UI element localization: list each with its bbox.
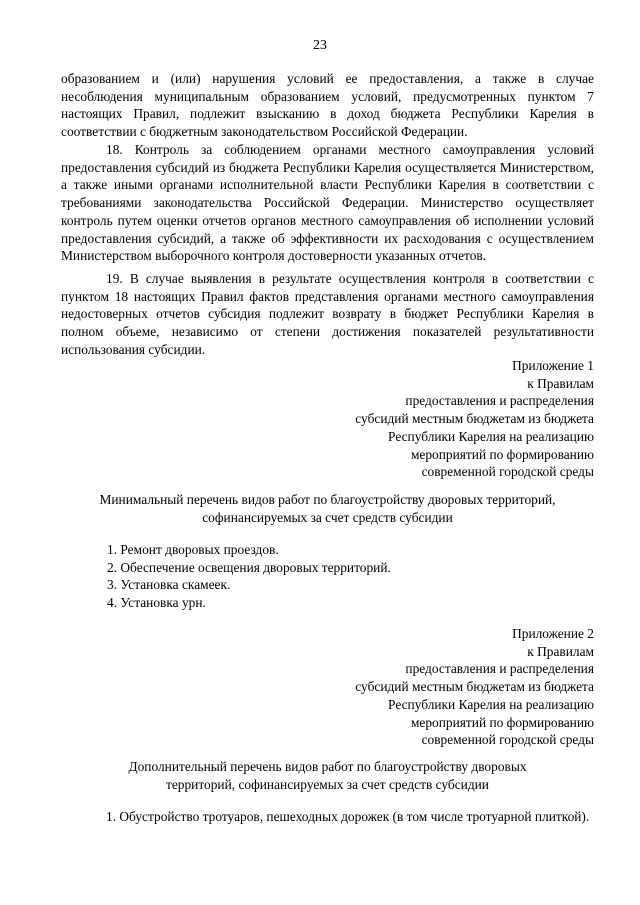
annex-1-list [107, 541, 391, 612]
annex-1-title [61, 491, 594, 526]
paragraph-18: 18. Контроль за соблюдением органами местного самоуправления условий предоставления субсидий из бюджета Республики Карелия осуществляется Министерством, а также иными органами исполнительной власти Республики Карелия в соответствии с требованиями законодательства Российской Федерации. Министерство осуществляет контроль путем оценки отчетов органов местного самоуправления об исполнении условий предоставления субсидий, а также об эффективности их расходования с осуществлением Министерством выборочного контроля достоверности указанных отчетов. [61, 142, 594, 264]
annex-1-title-line: Минимальный перечень видов работ по благоустройству дворовых территорий, [99, 492, 556, 507]
list-item: 3. Установка скамеек. [107, 577, 231, 593]
annex-2-header [294, 625, 594, 749]
annex-2-line: субсидий местным бюджетам из бюджета [355, 679, 594, 695]
annex-1-line: современной городской среды [421, 464, 594, 480]
annex-2-title-line: территорий, софинансируемых за счет средств субсидии [166, 776, 489, 792]
paragraph-19: 19. В случае выявления в результате осуществления контроля в соответствии с пунктом 18 настоящих Правил фактов представления органами местного самоуправления недостоверных отчетов субсидия подлежит возврату в бюджет Республики Карелия в полном объеме, независимо от степени достижения показателей результативности использования субсидии. [61, 271, 594, 357]
annex-2-item-1: 1. Обустройство тротуаров, пешеходных дорожек (в том числе тротуарной плиткой). [106, 809, 590, 824]
annex-2-line: современной городской среды [421, 732, 594, 748]
annex-2-title-line: Дополнительный перечень видов работ по благоустройству дворовых [128, 759, 527, 774]
annex-2-line: Республики Карелия на реализацию [388, 696, 594, 712]
annex-2-title [61, 758, 594, 793]
annex-1-line: субсидий местным бюджетам из бюджета [355, 411, 594, 427]
annex-1-line: Приложение 1 [512, 358, 594, 373]
annex-1-title-line: софинансируемых за счет средств субсидии [202, 509, 453, 525]
annex-1-line: Республики Карелия на реализацию [388, 428, 594, 444]
annex-2-line: к Правилам [527, 643, 594, 659]
page-number: 23 [313, 38, 327, 53]
annex-1-header [294, 357, 594, 481]
annex-2-line: мероприятий по формированию [410, 714, 594, 730]
annex-1-line: предоставления и распределения [405, 393, 594, 409]
list-item: 1. Ремонт дворовых проездов. [107, 542, 279, 557]
paragraph-continuation: образованием и (или) нарушения условий ее предоставления, а также в случае несоблюдения муниципальным образованием условий, предусмотренных пунктом 7 настоящих Правил, подлежит взысканию в доход бюджета Республики Карелия в соответствии с бюджетным законодательством Российской Федерации. [61, 71, 594, 140]
list-item: 2. Обеспечение освещения дворовых территорий. [107, 559, 391, 575]
annex-2-line: предоставления и распределения [405, 661, 594, 677]
annex-1-line: к Правилам [527, 375, 594, 391]
list-item: 4. Установка урн. [107, 595, 206, 611]
annex-2-line: Приложение 2 [512, 626, 594, 641]
annex-1-line: мероприятий по формированию [410, 446, 594, 462]
